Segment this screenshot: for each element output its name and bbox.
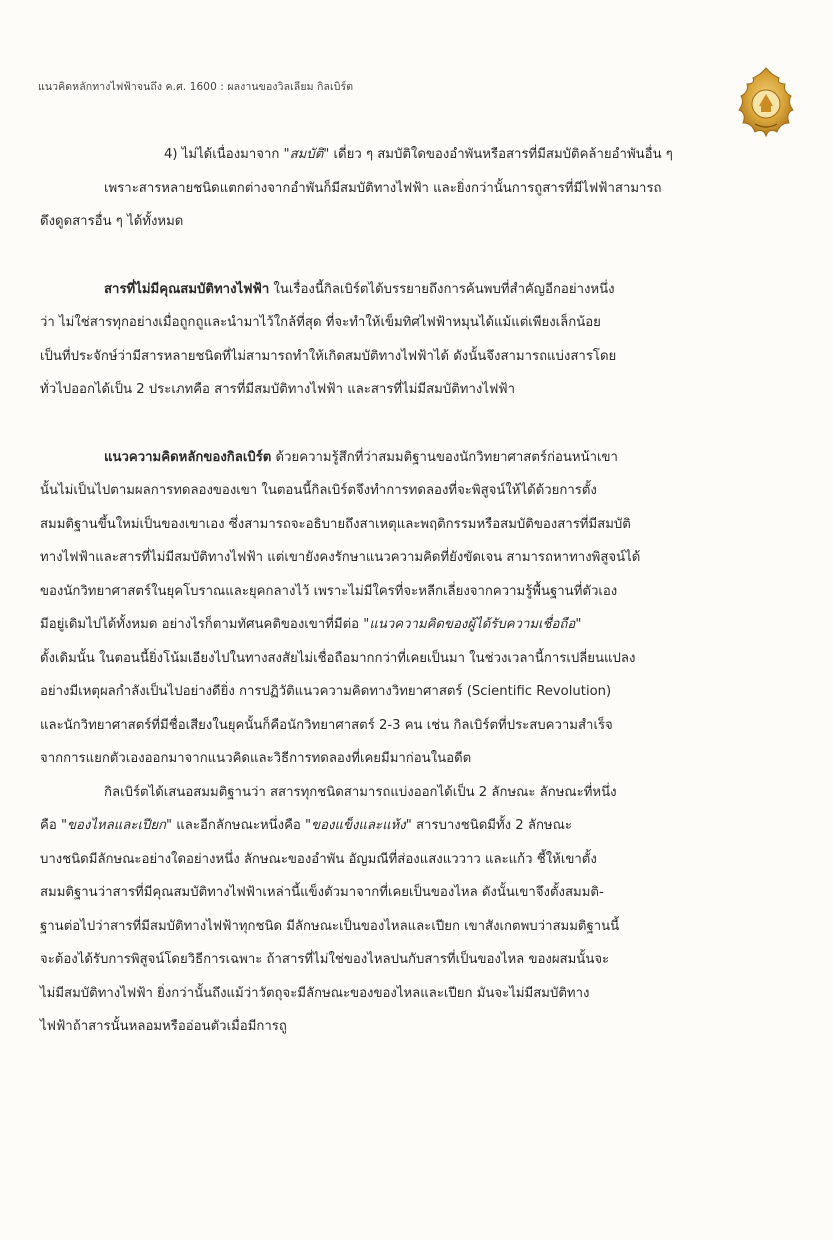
text-run: อย่างมีเหตุผลกำลังเป็นไปอย่างดียิ่ง การปฏิวัติแนวความคิดทางวิทยาศาสตร์ (Scientific Revolution) xyxy=(40,684,612,699)
paragraph xyxy=(40,138,804,239)
text-line xyxy=(40,675,804,709)
text-line xyxy=(40,843,804,877)
section-heading: สารที่ไม่มีคุณสมบัติทางไฟฟ้า xyxy=(104,281,270,297)
text-run: เพราะสารหลายชนิดแตกต่างจากอำพันก็มีสมบัติทางไฟฟ้า และยิ่งกว่านั้นการถูสารที่มีไฟฟ้าสามารถ xyxy=(104,180,662,196)
text-line xyxy=(40,541,804,575)
text-line xyxy=(40,642,804,676)
text-run: ไฟฟ้าถ้าสารนั้นหลอมหรืออ่อนตัวเมื่อมีการถู xyxy=(40,1019,287,1034)
text-run: เป็นที่ประจักษ์ว่ามีสารหลายชนิดที่ไม่สามารถทำให้เกิดสมบัติทางไฟฟ้าได้ ดังนั้นจึงสามารถแบ่งสารโดย xyxy=(40,348,617,364)
text-run: เดี่ยว ๆ สมบัติใดของอำพันหรือสารที่มีสมบัติคล้ายอำพันอื่น ๆ xyxy=(329,147,673,162)
paragraph xyxy=(40,273,804,407)
text-line xyxy=(40,608,804,642)
body-text xyxy=(40,138,804,1044)
text-run: คือ xyxy=(40,818,61,833)
text-run: ทางไฟฟ้าและสารที่ไม่มีสมบัติทางไฟฟ้า แต่เขายังคงรักษาแนวความคิดที่ยังขัดเจน สามารถหาทางพิสูจน์ได้ xyxy=(40,550,641,565)
text-run: ไม่มีสมบัติทางไฟฟ้า ยิ่งกว่านั้นถึงแม้ว่าวัตถุจะมีลักษณะของของไหลและเปียก มันจะไม่มีสมบัติทาง xyxy=(40,985,590,1001)
text-line xyxy=(40,508,804,542)
text-line xyxy=(40,742,804,776)
text-line xyxy=(40,373,804,407)
text-run: 4) ไม่ได้เนื่องมาจาก xyxy=(164,147,284,162)
text-line xyxy=(104,172,804,206)
text-line xyxy=(164,138,804,172)
text-line xyxy=(104,776,804,810)
text-line xyxy=(40,943,804,977)
text-line xyxy=(40,205,804,239)
paragraph xyxy=(40,776,804,1044)
text-line xyxy=(104,273,804,307)
text-run: ว่า ไม่ใช่สารทุกอย่างเมื่อถูกถูและนำมาไว้ใกล้ที่สุด ที่จะทำให้เข็มทิศไฟฟ้าหมุนได้แม้แต่เพียงเล็กน้อย xyxy=(40,315,601,330)
text-line xyxy=(40,709,804,743)
text-line xyxy=(40,306,804,340)
text-run: ด้วยความรู้สึกที่ว่าสมมติฐานของนักวิทยาศาสตร์ก่อนหน้าเขา xyxy=(271,449,618,465)
text-line xyxy=(40,1010,804,1044)
text-line xyxy=(40,977,804,1011)
text-run: ของนักวิทยาศาสตร์ในยุคโบราณและยุคกลางไว้ เพราะไม่มีใครที่จะหลีกเลี่ยงจากความรู้พื้นฐานที่ตัวเอง xyxy=(40,583,618,599)
text-line xyxy=(40,809,804,843)
text-run: จากการแยกตัวเองออกมาจากแนวคิดและวิธีการทดลองที่เคยมีมาก่อนในอดีต xyxy=(40,751,472,766)
text-run: สมมติฐานขึ้นใหม่เป็นของเขาเอง ซึ่งสามารถจะอธิบายถึงสาเหตุและพฤติกรรมหรือสมบัติของสารที่มีสมบัติ xyxy=(40,516,631,532)
emphasis-run: "สมบัติ" xyxy=(283,147,330,162)
text-run: ฐานต่อไปว่าสารที่มีสมบัติทางไฟฟ้าทุกชนิด มีลักษณะเป็นของไหลและเปียก เขาสังเกตพบว่าสมมติฐานนี้ xyxy=(40,918,620,934)
text-run: สมมติฐานว่าสารที่มีคุณสมบัติทางไฟฟ้าเหล่านี้แข็งตัวมาจากที่เคยเป็นของไหล ดังนั้นเขาจึงตั้งสมมติ- xyxy=(40,885,604,900)
text-run: ดึงดูดสารอื่น ๆ ได้ทั้งหมด xyxy=(40,214,184,229)
text-run: บางชนิดมีลักษณะอย่างใดอย่างหนึ่ง ลักษณะของอำพัน อัญมณีที่ส่องแสงแววาว และแก้ว ชี้ให้เขาตั้ง xyxy=(40,851,597,867)
text-run: และอีกลักษณะหนึ่งคือ xyxy=(172,818,306,833)
text-run: กิลเบิร์ตได้เสนอสมมติฐานว่า สสารทุกชนิดสามารถแบ่งออกได้เป็น 2 ลักษณะ ลักษณะที่หนึ่ง xyxy=(104,784,617,800)
text-line xyxy=(40,575,804,609)
text-line xyxy=(40,876,804,910)
text-run: ในเรื่องนี้กิลเบิร์ตได้บรรยายถึงการค้นพบที่สำคัญอีกอย่างหนึ่ง xyxy=(269,281,615,297)
institution-seal-icon xyxy=(735,66,797,138)
section-heading: แนวความคิดหลักของกิลเบิร์ต xyxy=(104,449,272,465)
text-line xyxy=(40,910,804,944)
text-run: ทั่วไปออกได้เป็น 2 ประเภทคือ สารที่มีสมบัติทางไฟฟ้า และสารที่ไม่มีสมบัติทางไฟฟ้า xyxy=(40,382,516,397)
paragraph xyxy=(40,441,804,776)
emphasis-run: "ของแข็งและแห้ง" xyxy=(305,818,412,833)
text-line xyxy=(40,474,804,508)
text-run: ดั้งเดิมนั้น ในตอนนี้ยิ่งโน้มเอียงไปในทางสงสัยไม่เชื่อถือมากกว่าที่เคยเป็นมา ในช่วงเวลานี้การเปลี่ยนแปลง xyxy=(40,650,636,666)
text-run: สารบางชนิดมีทั้ง 2 ลักษณะ xyxy=(411,818,572,833)
text-run: และนักวิทยาศาสตร์ที่มีชื่อเสียงในยุคนั้นก็คือนักวิทยาศาสตร์ 2-3 คน เช่น กิลเบิร์ตที่ประสบความสำเร็จ xyxy=(40,717,613,733)
text-line xyxy=(40,340,804,374)
text-run: มีอยู่เดิมไปได้ทั้งหมด อย่างไรก็ตามทัศนคติของเขาที่มีต่อ xyxy=(40,617,364,632)
emphasis-run: "แนวความคิดของผู้ได้รับความเชื่อถือ" xyxy=(363,617,582,632)
text-line xyxy=(104,441,804,475)
text-run: นั้นไม่เป็นไปตามผลการทดลองของเขา ในตอนนี้กิลเบิร์ตจึงทำการทดลองที่จะพิสูจน์ให้ได้ด้วยการตั้ง xyxy=(40,483,597,498)
emphasis-run: "ของไหลและเปียก" xyxy=(60,818,173,833)
text-run: จะต้องได้รับการพิสูจน์โดยวิธีการเฉพาะ ถ้าสารที่ไม่ใช่ของไหลปนกับสารที่เป็นของไหล ของผสมนั้นจะ xyxy=(40,952,610,967)
running-header: แนวคิดหลักทางไฟฟ้าจนถึง ค.ศ. 1600 : ผลงานของวิลเลียม กิลเบิร์ต xyxy=(38,81,354,93)
